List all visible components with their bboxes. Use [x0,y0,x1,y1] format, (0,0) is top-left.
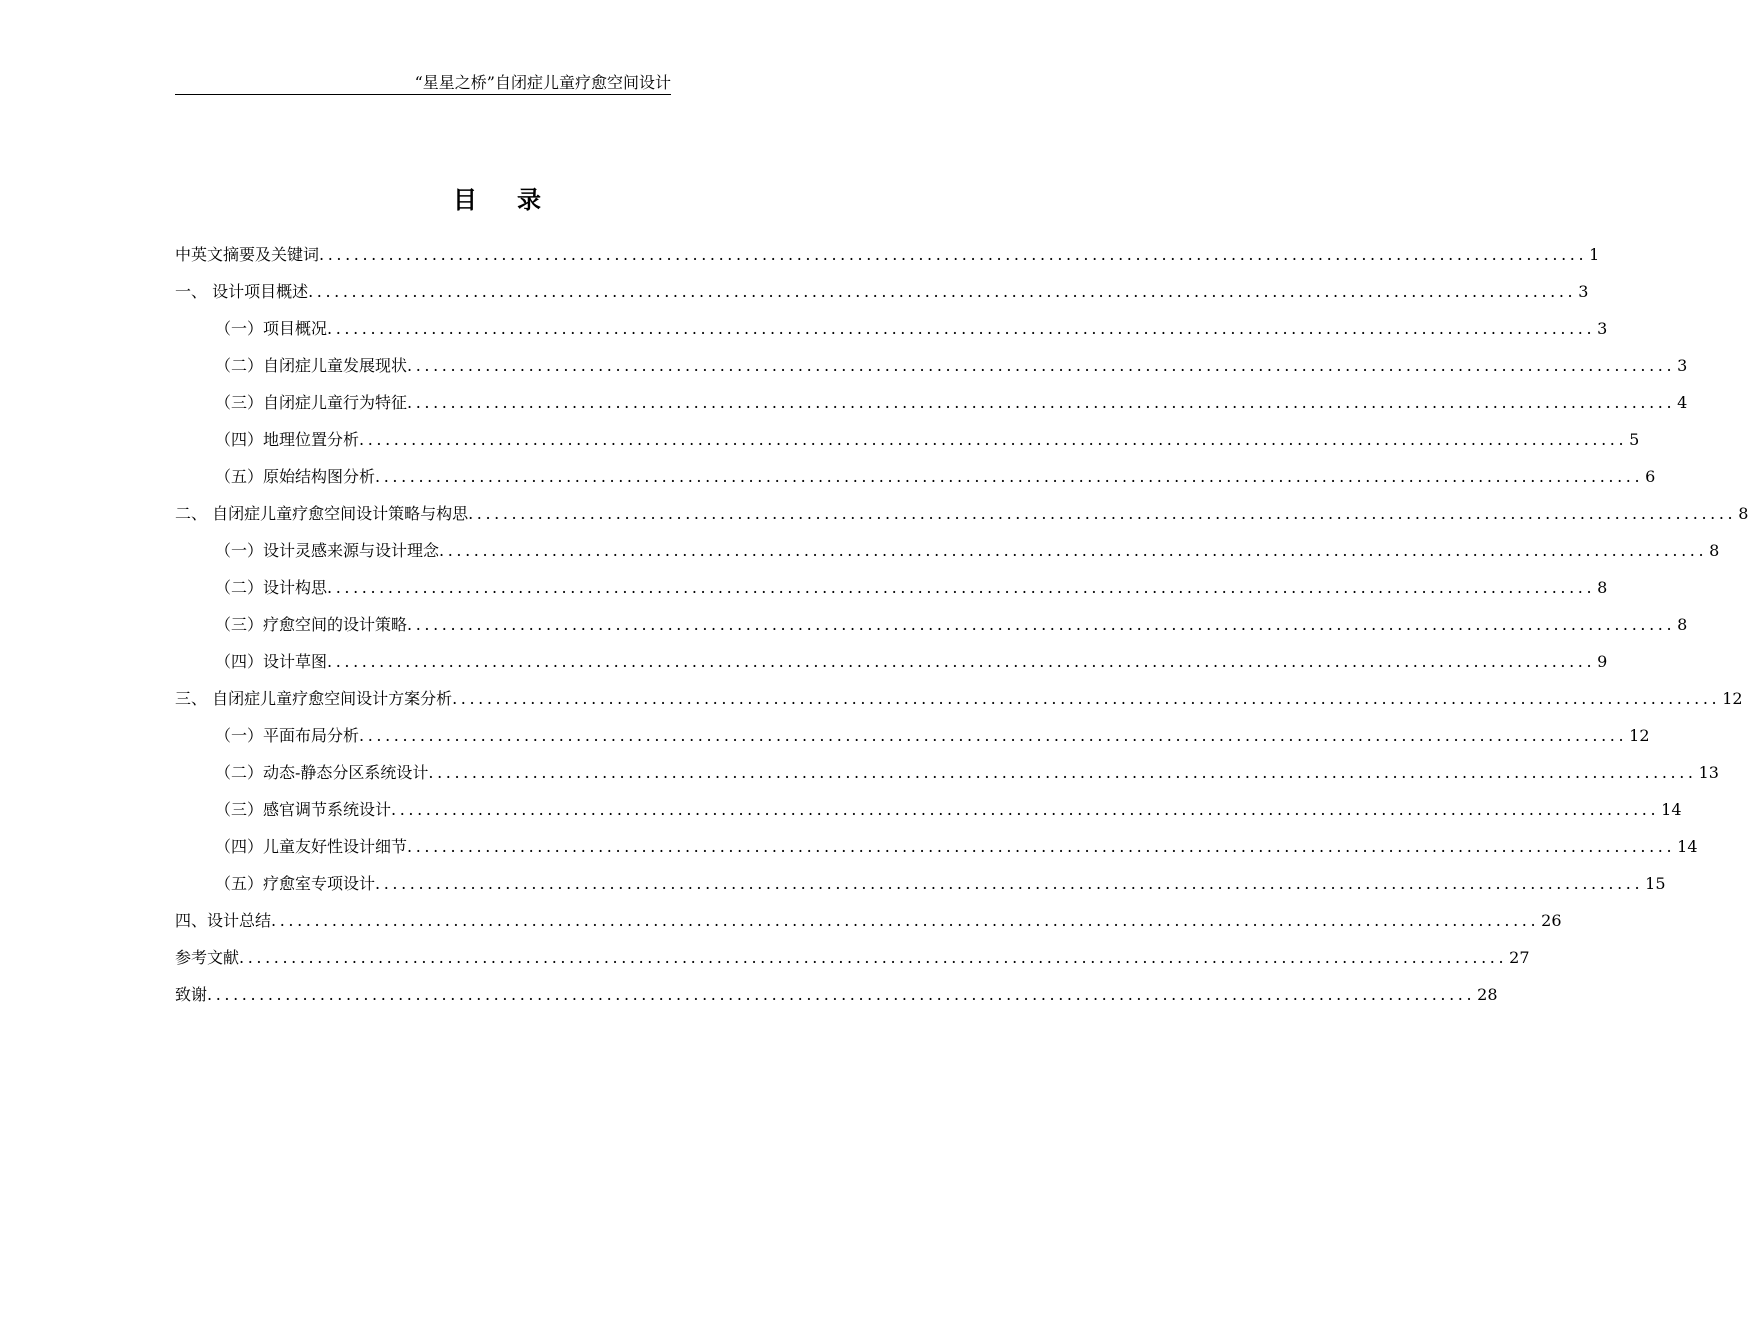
toc-entry-section-2-3[interactable] [175,606,1688,643]
toc-entry-label: 中英文摘要及关键词 [175,245,320,264]
toc-entry-label: （四）设计草图 [215,652,328,671]
toc-dot-leader: .................................................................................................................................................. [271,911,1540,930]
toc-entry-section-1-5[interactable] [175,458,1656,495]
toc-entry-references[interactable] [175,939,1530,976]
toc-page-number: 13 [1698,763,1719,782]
toc-dot-leader: .................................................................................................................................................. [428,763,1697,782]
toc-entry-label: （二）设计构思 [215,578,328,597]
toc-dot-leader: .................................................................................................................................................. [407,615,1676,634]
table-of-contents [175,236,1748,1013]
toc-entry-chapter-1[interactable] [175,273,1589,310]
toc-entry-section-3-3[interactable] [175,791,1682,828]
toc-dot-leader: .................................................................................................................................................. [239,948,1508,967]
toc-entry-section-1-4[interactable] [175,421,1640,458]
toc-dot-leader: .................................................................................................................................................. [375,467,1644,486]
toc-dot-leader: .................................................................................................................................................. [452,689,1721,708]
toc-entry-label: 三、 自闭症儿童疗愈空间设计方案分析 [175,689,453,708]
toc-entry-label: （二）自闭症儿童发展现状 [215,356,408,375]
toc-page-number: 4 [1677,393,1688,412]
toc-entry-label: 参考文献 [175,948,240,967]
toc-entry-section-3-4[interactable] [175,828,1698,865]
toc-dot-leader: .................................................................................................................................................. [319,245,1588,264]
toc-entry-section-1-3[interactable] [175,384,1688,421]
toc-entry-section-1-1[interactable] [175,310,1608,347]
toc-entry-section-1-2[interactable] [175,347,1688,384]
toc-entry-section-3-1[interactable] [175,717,1650,754]
toc-page-number: 6 [1645,467,1656,486]
toc-dot-leader: .................................................................................................................................................. [391,800,1660,819]
toc-page-number: 26 [1541,911,1562,930]
toc-entry-label: 致谢 [175,985,208,1004]
toc-page-number: 3 [1597,319,1608,338]
toc-page-number: 12 [1629,726,1650,745]
toc-entry-section-2-1[interactable] [175,532,1720,569]
toc-page-number: 8 [1738,504,1748,523]
toc-entry-label: （一）平面布局分析 [215,726,360,745]
toc-entry-acknowledgements[interactable] [175,976,1498,1013]
toc-page-number: 8 [1677,615,1688,634]
toc-entry-section-3-5[interactable] [175,865,1666,902]
toc-dot-leader: .................................................................................................................................................. [407,393,1676,412]
header-rule [175,94,671,95]
toc-dot-leader: .................................................................................................................................................. [327,319,1596,338]
toc-entry-chapter-3[interactable] [175,680,1743,717]
toc-dot-leader: .................................................................................................................................................. [375,874,1644,893]
toc-entry-label: 一、 设计项目概述 [175,282,309,301]
toc-dot-leader: .................................................................................................................................................. [407,837,1676,856]
toc-page-number: 12 [1722,689,1743,708]
toc-entry-label: （五）疗愈室专项设计 [215,874,376,893]
toc-entry-label: （二）动态-静态分区系统设计 [215,763,429,782]
toc-dot-leader: .................................................................................................................................................. [327,578,1596,597]
toc-page-number: 14 [1677,837,1698,856]
toc-page-number: 15 [1645,874,1666,893]
toc-page-number: 3 [1677,356,1688,375]
toc-dot-leader: .................................................................................................................................................. [327,652,1596,671]
toc-page-number: 1 [1589,245,1600,264]
toc-dot-leader: .................................................................................................................................................. [468,504,1737,523]
toc-entry-section-2-2[interactable] [175,569,1608,606]
toc-dot-leader: .................................................................................................................................................. [439,541,1708,560]
toc-entry-label: （三）感官调节系统设计 [215,800,392,819]
toc-entry-label: （三）自闭症儿童行为特征 [215,393,408,412]
toc-entry-chapter-2[interactable] [175,495,1748,532]
toc-entry-label: （一）设计灵感来源与设计理念 [215,541,440,560]
toc-dot-leader: .................................................................................................................................................. [359,726,1628,745]
toc-dot-leader: .................................................................................................................................................. [308,282,1577,301]
toc-page-number: 9 [1597,652,1608,671]
toc-entry-abstract[interactable] [175,236,1600,273]
toc-dot-leader: .................................................................................................................................................. [207,985,1476,1004]
running-header-title: “星星之桥”自闭症儿童疗愈空间设计 [414,73,671,92]
toc-entry-label: （四）儿童友好性设计细节 [215,837,408,856]
toc-page-number: 8 [1709,541,1720,560]
toc-entry-label: （三）疗愈空间的设计策略 [215,615,408,634]
toc-entry-label: 四、设计总结 [175,911,272,930]
toc-page-number: 14 [1661,800,1682,819]
toc-page-number: 3 [1578,282,1589,301]
toc-page-number: 27 [1509,948,1530,967]
toc-page-number: 28 [1477,985,1498,1004]
toc-entry-label: （一）项目概况 [215,319,328,338]
toc-entry-section-3-2[interactable] [175,754,1719,791]
toc-entry-label: 二、 自闭症儿童疗愈空间设计策略与构思 [175,504,469,523]
toc-entry-section-2-4[interactable] [175,643,1608,680]
toc-entry-chapter-4[interactable] [175,902,1562,939]
toc-dot-leader: .................................................................................................................................................. [359,430,1628,449]
toc-page-number: 8 [1597,578,1608,597]
toc-page-number: 5 [1629,430,1640,449]
toc-title: 目录 [453,186,581,214]
toc-entry-label: （四）地理位置分析 [215,430,360,449]
toc-entry-label: （五）原始结构图分析 [215,467,376,486]
toc-dot-leader: .................................................................................................................................................. [407,356,1676,375]
